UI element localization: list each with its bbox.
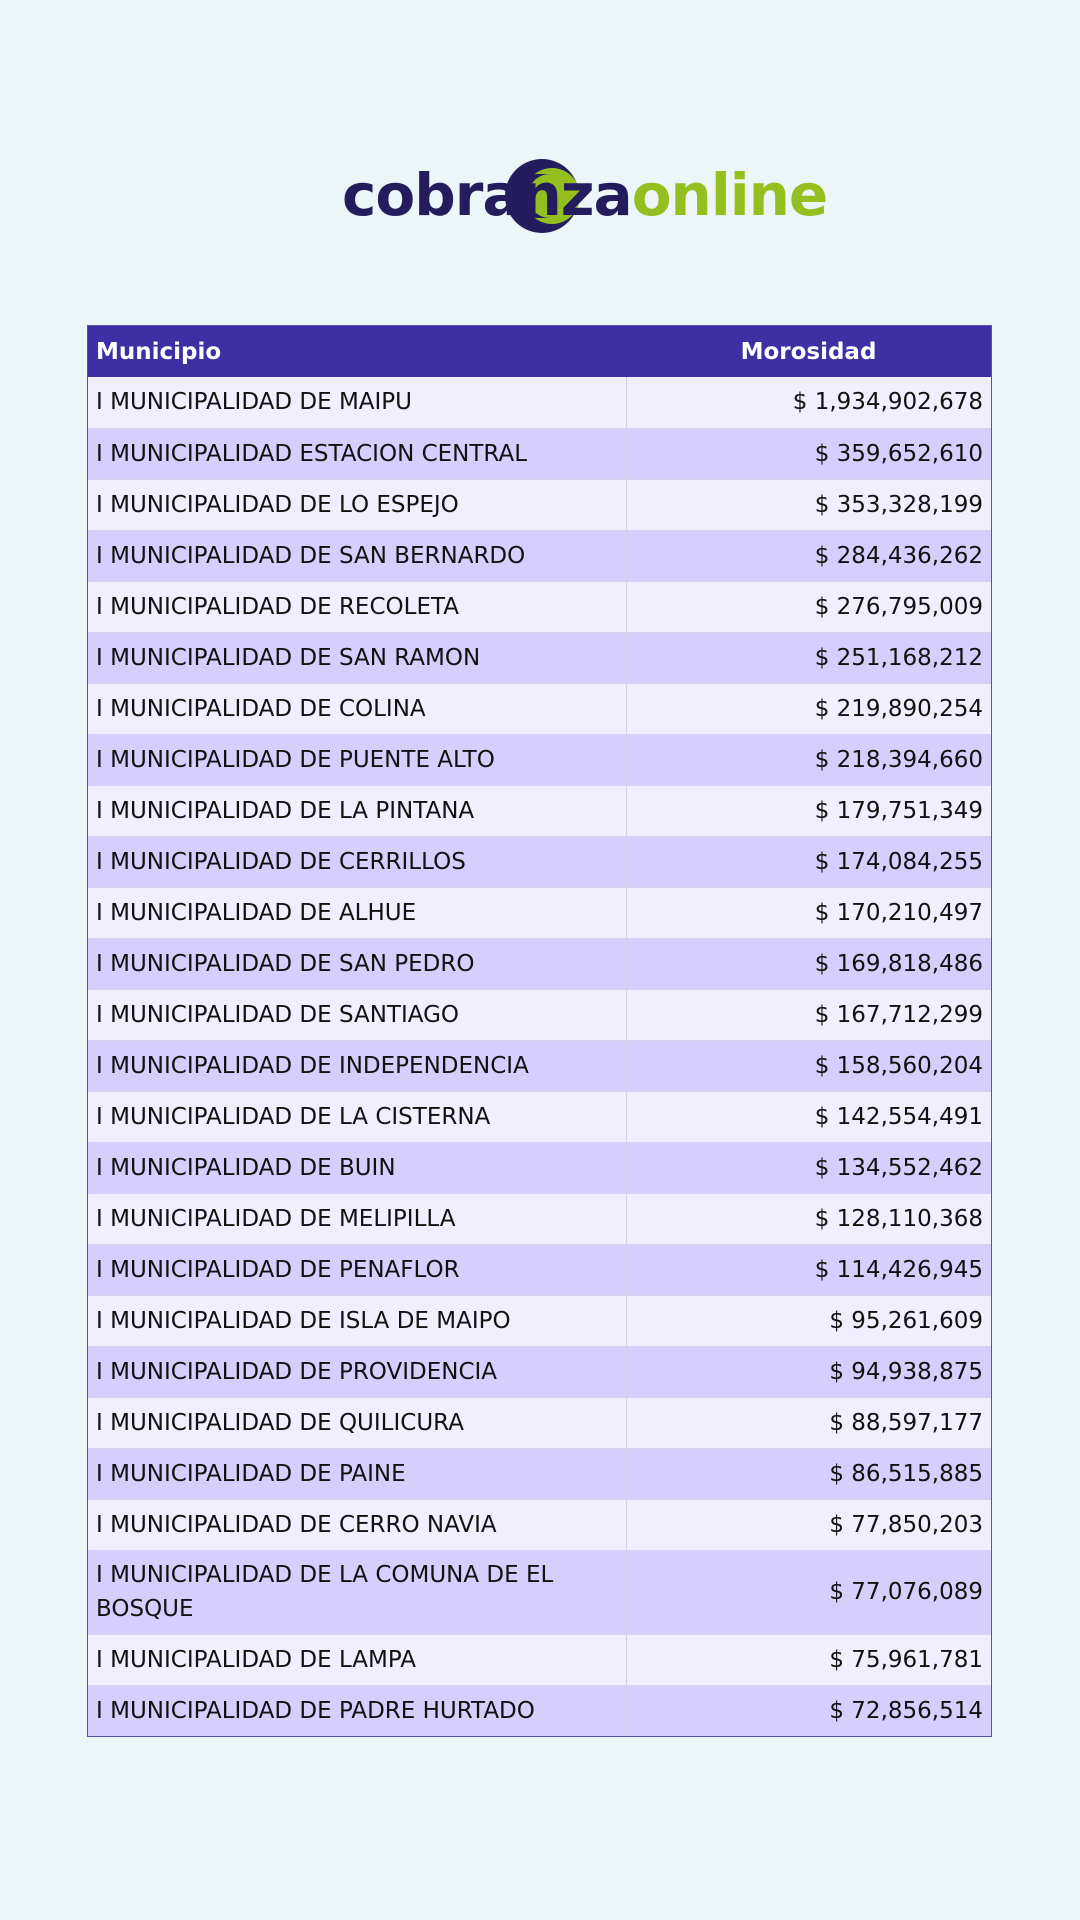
morosidad-cell: $ 88,597,177 (626, 1397, 991, 1448)
morosidad-cell: $ 158,560,204 (626, 1040, 991, 1091)
table-row (88, 938, 991, 989)
morosidad-cell: $ 170,210,497 (626, 887, 991, 938)
column-header-municipio: Municipio (88, 326, 626, 377)
municipio-cell: I MUNICIPALIDAD DE COLINA (88, 683, 626, 734)
table-body (88, 377, 991, 1736)
morosidad-cell: $ 284,436,262 (626, 530, 991, 581)
morosidad-cell: $ 72,856,514 (626, 1685, 991, 1736)
municipio-cell: I MUNICIPALIDAD DE ISLA DE MAIPO (88, 1295, 626, 1346)
table-row (88, 581, 991, 632)
morosidad-table (87, 325, 992, 1737)
morosidad-cell: $ 75,961,781 (626, 1634, 991, 1685)
municipio-cell: I MUNICIPALIDAD DE PENAFLOR (88, 1244, 626, 1295)
municipio-cell: I MUNICIPALIDAD DE CERRO NAVIA (88, 1499, 626, 1550)
municipio-cell: I MUNICIPALIDAD DE SAN BERNARDO (88, 530, 626, 581)
municipio-cell: I MUNICIPALIDAD DE SAN RAMON (88, 632, 626, 683)
morosidad-cell: $ 169,818,486 (626, 938, 991, 989)
morosidad-cell: $ 86,515,885 (626, 1448, 991, 1499)
table-row (88, 1550, 991, 1634)
morosidad-cell: $ 179,751,349 (626, 785, 991, 836)
municipio-cell: I MUNICIPALIDAD DE LA COMUNA DE EL BOSQUE (88, 1550, 626, 1634)
morosidad-cell: $ 142,554,491 (626, 1091, 991, 1142)
municipio-cell: I MUNICIPALIDAD DE PUENTE ALTO (88, 734, 626, 785)
morosidad-cell: $ 1,934,902,678 (626, 377, 991, 428)
municipio-cell: I MUNICIPALIDAD DE SAN PEDRO (88, 938, 626, 989)
table-row (88, 989, 991, 1040)
table-row (88, 1448, 991, 1499)
morosidad-cell: $ 95,261,609 (626, 1295, 991, 1346)
municipio-cell: I MUNICIPALIDAD DE MAIPU (88, 377, 626, 428)
table-row (88, 683, 991, 734)
table-row (88, 785, 991, 836)
municipio-cell: I MUNICIPALIDAD DE LA PINTANA (88, 785, 626, 836)
brand-logo (252, 158, 832, 234)
morosidad-cell: $ 174,084,255 (626, 836, 991, 887)
table-row (88, 632, 991, 683)
municipio-cell: I MUNICIPALIDAD DE PROVIDENCIA (88, 1346, 626, 1397)
municipio-cell: I MUNICIPALIDAD DE SANTIAGO (88, 989, 626, 1040)
morosidad-cell: $ 251,168,212 (626, 632, 991, 683)
morosidad-cell: $ 167,712,299 (626, 989, 991, 1040)
brand-wordmark (342, 160, 827, 230)
table-row (88, 530, 991, 581)
table-row (88, 1142, 991, 1193)
table-row (88, 1634, 991, 1685)
municipio-cell: I MUNICIPALIDAD DE BUIN (88, 1142, 626, 1193)
c-letter-logo-icon (252, 158, 328, 234)
table-row (88, 1685, 991, 1736)
table-row (88, 428, 991, 479)
morosidad-cell: $ 359,652,610 (626, 428, 991, 479)
municipio-cell: I MUNICIPALIDAD DE ALHUE (88, 887, 626, 938)
table-row (88, 1040, 991, 1091)
table-row (88, 1397, 991, 1448)
table-row (88, 1091, 991, 1142)
municipio-cell: I MUNICIPALIDAD DE CERRILLOS (88, 836, 626, 887)
municipio-cell: I MUNICIPALIDAD DE RECOLETA (88, 581, 626, 632)
municipio-cell: I MUNICIPALIDAD DE LAMPA (88, 1634, 626, 1685)
morosidad-cell: $ 353,328,199 (626, 479, 991, 530)
data-table (88, 326, 991, 1736)
brand-wordmark-part1: cobranza (342, 161, 632, 229)
table-row (88, 1499, 991, 1550)
table-row (88, 1346, 991, 1397)
municipio-cell: I MUNICIPALIDAD DE PAINE (88, 1448, 626, 1499)
brand-wordmark-part2: online (631, 161, 828, 229)
table-row (88, 836, 991, 887)
morosidad-cell: $ 276,795,009 (626, 581, 991, 632)
table-row (88, 1295, 991, 1346)
morosidad-cell: $ 219,890,254 (626, 683, 991, 734)
municipio-cell: I MUNICIPALIDAD DE LA CISTERNA (88, 1091, 626, 1142)
table-row (88, 887, 991, 938)
municipio-cell: I MUNICIPALIDAD DE INDEPENDENCIA (88, 1040, 626, 1091)
morosidad-cell: $ 77,850,203 (626, 1499, 991, 1550)
morosidad-cell: $ 134,552,462 (626, 1142, 991, 1193)
morosidad-cell: $ 114,426,945 (626, 1244, 991, 1295)
municipio-cell: I MUNICIPALIDAD ESTACION CENTRAL (88, 428, 626, 479)
table-row (88, 479, 991, 530)
table-row (88, 1244, 991, 1295)
table-row (88, 1193, 991, 1244)
municipio-cell: I MUNICIPALIDAD DE PADRE HURTADO (88, 1685, 626, 1736)
morosidad-cell: $ 94,938,875 (626, 1346, 991, 1397)
table-row (88, 734, 991, 785)
morosidad-cell: $ 77,076,089 (626, 1550, 991, 1634)
table-row (88, 377, 991, 428)
municipio-cell: I MUNICIPALIDAD DE QUILICURA (88, 1397, 626, 1448)
morosidad-cell: $ 218,394,660 (626, 734, 991, 785)
municipio-cell: I MUNICIPALIDAD DE LO ESPEJO (88, 479, 626, 530)
municipio-cell: I MUNICIPALIDAD DE MELIPILLA (88, 1193, 626, 1244)
column-header-morosidad: Morosidad (626, 326, 991, 377)
table-header-row (88, 326, 991, 377)
morosidad-cell: $ 128,110,368 (626, 1193, 991, 1244)
